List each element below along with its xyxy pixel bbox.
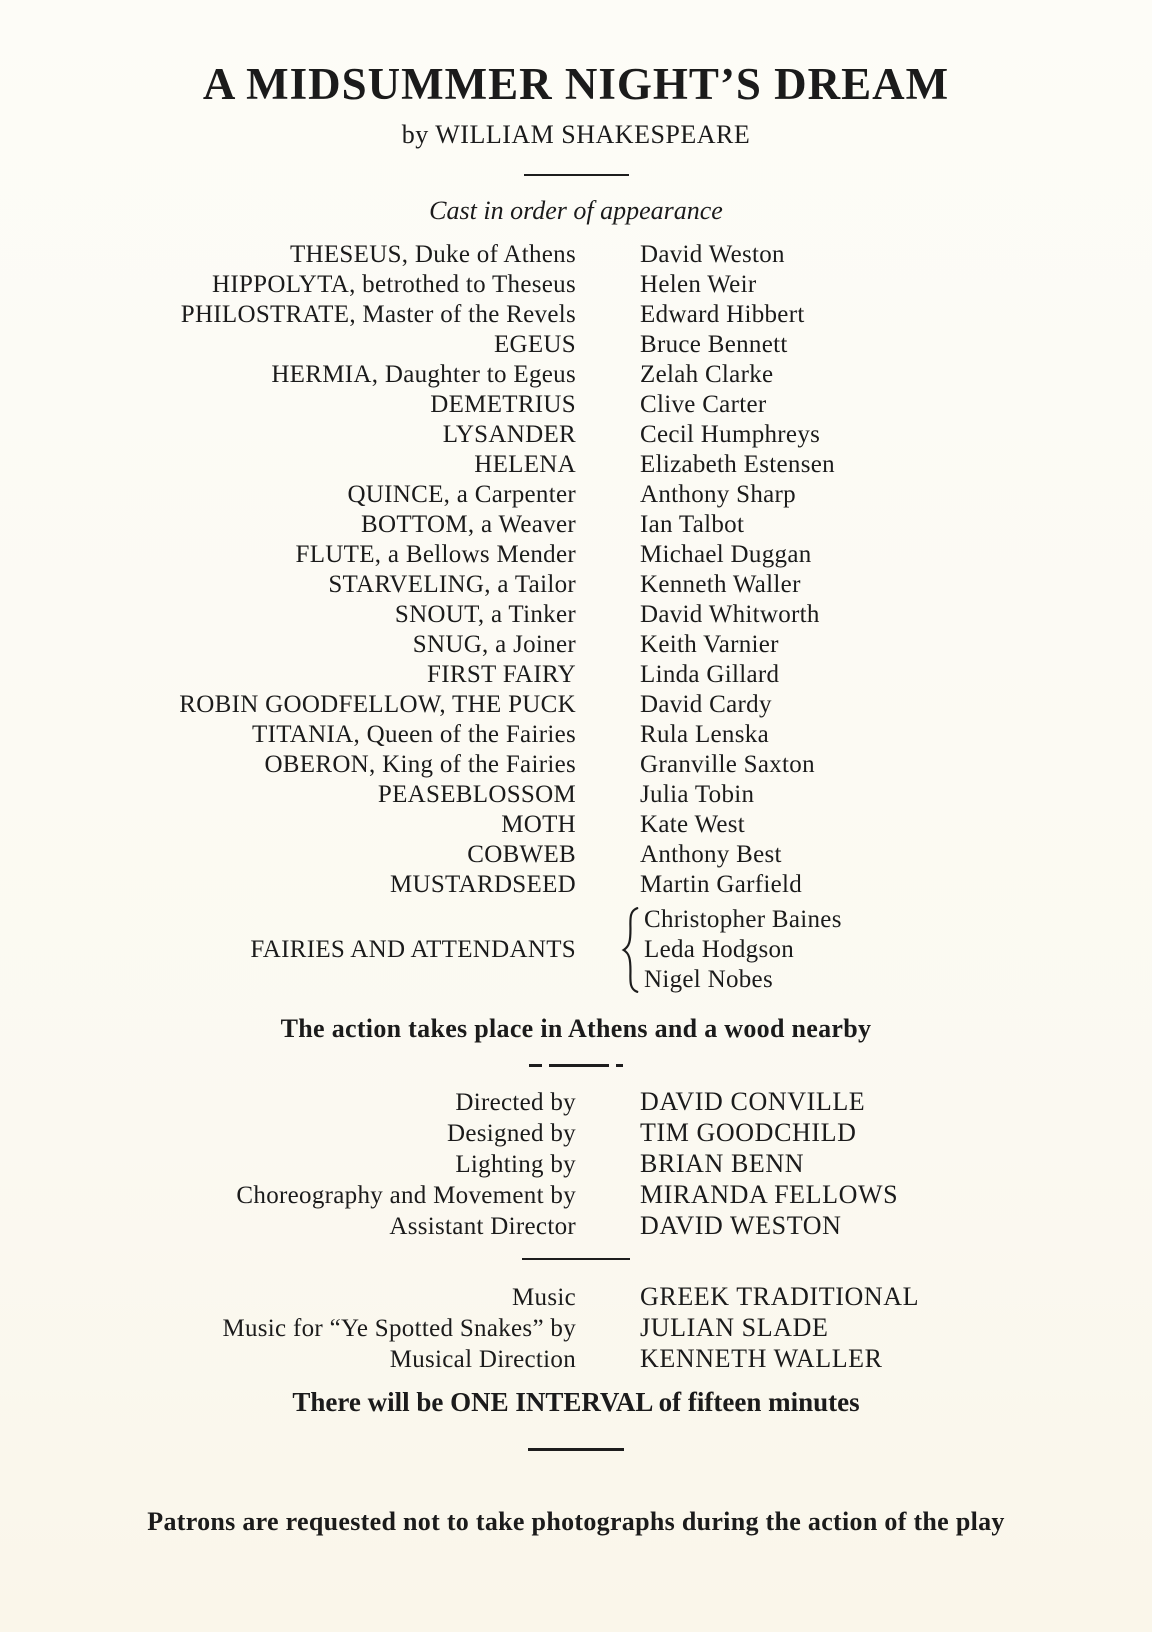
- cast-row: [0, 270, 1152, 300]
- cast-actor: Julia Tobin: [640, 781, 755, 808]
- cast-actor: Martin Garfield: [640, 871, 803, 898]
- credit-label: Music: [512, 1284, 576, 1311]
- credit-row: [0, 1211, 1152, 1242]
- cast-actor: Michael Duggan: [640, 541, 812, 568]
- cast-actor: Zelah Clarke: [640, 361, 774, 388]
- cast-role: QUINCE, a Carpenter: [347, 481, 576, 508]
- cast-role: OBERON, King of the Fairies: [264, 751, 576, 778]
- fairies-group: [576, 902, 1152, 998]
- byline: by WILLIAM SHAKESPEARE: [401, 119, 751, 149]
- music-credits: [0, 1282, 1152, 1375]
- action-note: The action takes place in Athens and a wood nearby: [280, 1014, 872, 1043]
- cast-row: [0, 480, 1152, 510]
- fairy-names: [644, 905, 842, 995]
- cast-role: DEMETRIUS: [430, 391, 576, 418]
- cast-heading: Cast in order of appearance: [429, 196, 723, 225]
- cast-role: EGEUS: [493, 331, 576, 358]
- interval-note: There will be ONE INTERVAL of fifteen minutes: [292, 1387, 860, 1417]
- cast-row: [0, 600, 1152, 630]
- cast-actor: David Whitworth: [640, 601, 820, 628]
- cast-role: BOTTOM, a Weaver: [360, 511, 576, 538]
- cast-actor: Kenneth Waller: [640, 571, 801, 598]
- credit-label: Lighting by: [455, 1150, 576, 1178]
- cast-row: [0, 330, 1152, 360]
- fairies-row: [0, 902, 1152, 998]
- cast-row: [0, 390, 1152, 420]
- cast-row: [0, 300, 1152, 330]
- cast-actor: Cecil Humphreys: [640, 421, 821, 448]
- cast-role: SNOUT, a Tinker: [394, 601, 576, 628]
- cast-row: [0, 360, 1152, 390]
- page-title: A MIDSUMMER NIGHT’S DREAM: [202, 59, 950, 109]
- cast-row: [0, 810, 1152, 840]
- production-credits: [0, 1087, 1152, 1242]
- credit-row: [0, 1313, 1152, 1344]
- fairy-actor: Christopher Baines: [644, 906, 842, 933]
- cast-row: [0, 870, 1152, 900]
- cast-row: [0, 630, 1152, 660]
- cast-actor: Edward Hibbert: [640, 301, 805, 328]
- credit-value: DAVID CONVILLE: [640, 1086, 866, 1116]
- cast-actor: Granville Saxton: [640, 751, 815, 778]
- cast-role: TITANIA, Queen of the Fairies: [252, 721, 576, 748]
- cast-role: ROBIN GOODFELLOW, THE PUCK: [179, 691, 576, 718]
- credit-value: DAVID WESTON: [640, 1210, 842, 1240]
- cast-role: FIRST FAIRY: [427, 661, 576, 688]
- credit-value: TIM GOODCHILD: [640, 1117, 857, 1147]
- divider-rule: [0, 1258, 1152, 1261]
- cast-row: [0, 750, 1152, 780]
- cast-actor: David Cardy: [640, 691, 772, 718]
- credit-row: [0, 1180, 1152, 1211]
- cast-role: PHILOSTRATE, Master of the Revels: [180, 301, 576, 328]
- cast-actor: Anthony Best: [640, 841, 782, 868]
- cast-row: [0, 690, 1152, 720]
- cast-role: HERMIA, Daughter to Egeus: [271, 361, 576, 388]
- cast-role: LYSANDER: [442, 421, 576, 448]
- cast-role: STARVELING, a Tailor: [328, 571, 576, 598]
- credit-row: [0, 1087, 1152, 1118]
- cast-row: [0, 660, 1152, 690]
- credit-label: Assistant Director: [389, 1212, 576, 1240]
- cast-role: COBWEB: [467, 841, 576, 868]
- cast-row: [0, 780, 1152, 810]
- brace-icon: [620, 902, 640, 998]
- cast-role: MOTH: [501, 811, 576, 838]
- cast-actor: Elizabeth Estensen: [640, 451, 835, 478]
- credit-value: KENNETH WALLER: [640, 1344, 883, 1373]
- credit-value: MIRANDA FELLOWS: [640, 1179, 899, 1209]
- credit-value: GREEK TRADITIONAL: [640, 1282, 920, 1311]
- cast-row: [0, 510, 1152, 540]
- cast-row: [0, 450, 1152, 480]
- cast-actor: Clive Carter: [640, 391, 767, 418]
- credit-row: [0, 1344, 1152, 1375]
- cast-row: [0, 570, 1152, 600]
- cast-row: [0, 240, 1152, 270]
- credit-label: Designed by: [447, 1119, 576, 1147]
- cast-actor: Keith Varnier: [640, 631, 779, 658]
- cast-actor: Linda Gillard: [640, 661, 780, 688]
- cast-role: MUSTARDSEED: [389, 871, 576, 898]
- cast-actor: David Weston: [640, 241, 785, 268]
- cast-actor: Helen Weir: [640, 271, 757, 298]
- fairy-actor: Leda Hodgson: [644, 936, 795, 963]
- fairies-role: FAIRIES AND ATTENDANTS: [250, 936, 576, 963]
- credit-row: [0, 1118, 1152, 1149]
- credit-label: Directed by: [455, 1088, 576, 1116]
- fairy-actor: Nigel Nobes: [644, 966, 773, 993]
- cast-role: HIPPOLYTA, betrothed to Theseus: [211, 271, 576, 298]
- cast-actor: Ian Talbot: [640, 511, 745, 538]
- cast-role: SNUG, a Joiner: [412, 631, 576, 658]
- cast-role: HELENA: [474, 451, 576, 478]
- divider-rule: [0, 1448, 1152, 1451]
- cast-actor: Rula Lenska: [640, 721, 769, 748]
- credit-label: Music for “Ye Spotted Snakes” by: [222, 1315, 576, 1342]
- credit-row: [0, 1282, 1152, 1313]
- cast-actor: Anthony Sharp: [640, 481, 796, 508]
- credit-label: Choreography and Movement by: [236, 1181, 576, 1209]
- cast-row: [0, 420, 1152, 450]
- photography-note: Patrons are requested not to take photographs during the action of the play: [147, 1506, 1005, 1536]
- cast-row: [0, 720, 1152, 750]
- cast-list: [0, 240, 1152, 998]
- cast-row: [0, 540, 1152, 570]
- cast-role: THESEUS, Duke of Athens: [289, 241, 576, 268]
- credit-value: JULIAN SLADE: [640, 1313, 829, 1342]
- cast-role: FLUTE, a Bellows Mender: [295, 541, 576, 568]
- cast-actor: Kate West: [640, 811, 746, 838]
- cast-row: [0, 840, 1152, 870]
- credit-label: Musical Direction: [389, 1346, 576, 1373]
- credit-value: BRIAN BENN: [640, 1148, 805, 1178]
- cast-role: PEASEBLOSSOM: [377, 781, 576, 808]
- divider-rule: [0, 1064, 1152, 1067]
- cast-actor: Bruce Bennett: [640, 331, 788, 358]
- divider-rule: [0, 174, 1152, 177]
- credit-row: [0, 1149, 1152, 1180]
